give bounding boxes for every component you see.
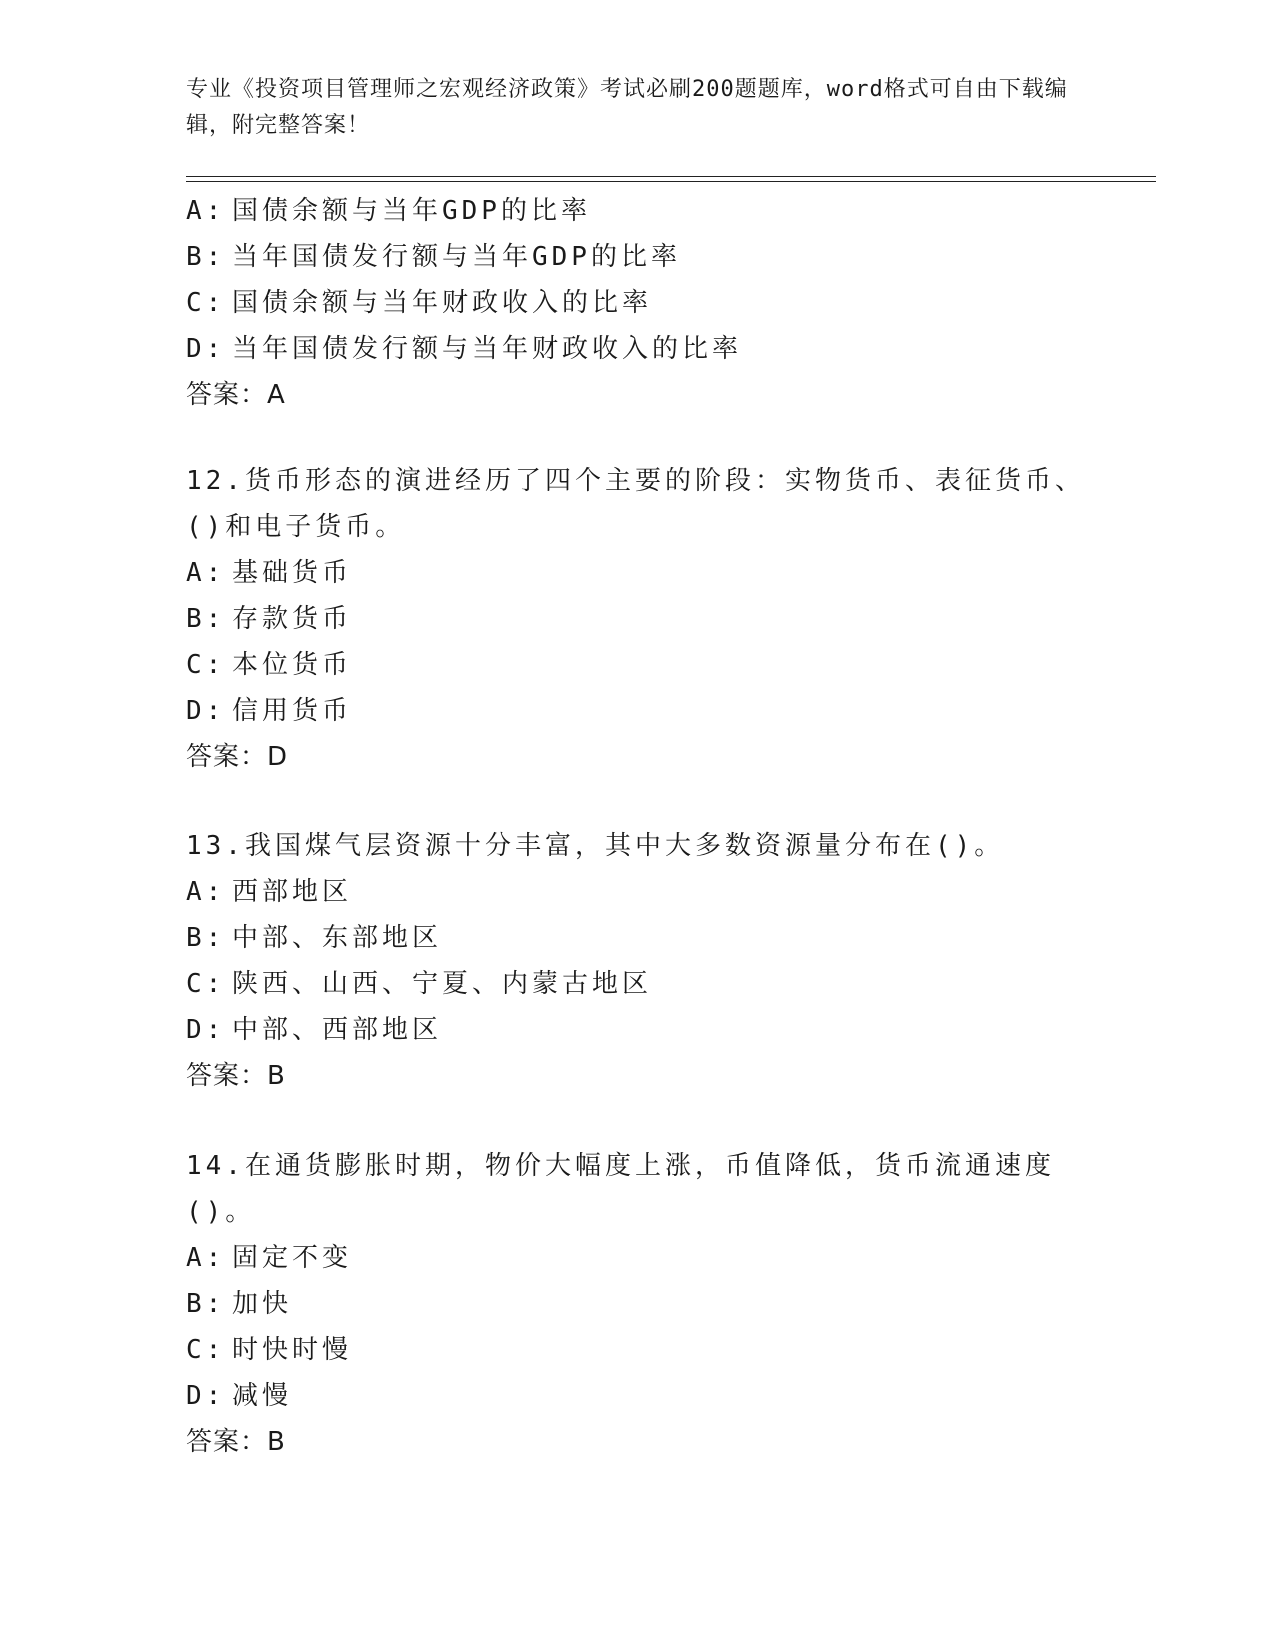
option-text: 本位货币: [232, 650, 353, 680]
question-text: 14.在通货膨胀时期，物价大幅度上涨，币值降低，货币流通速度()。: [186, 1151, 1055, 1227]
answer-line: 答案：A: [186, 380, 286, 410]
option-letter: A:: [186, 1243, 226, 1273]
option-b: [186, 596, 1086, 642]
option-text: 中部、西部地区: [232, 1015, 443, 1045]
option-letter: B:: [186, 242, 226, 272]
option-d: [186, 1373, 1086, 1419]
header-divider-top: [186, 176, 1156, 177]
option-c: [186, 280, 1146, 326]
header-divider-bottom: [186, 181, 1156, 182]
option-letter: D:: [186, 334, 226, 364]
option-letter: C:: [186, 650, 226, 680]
option-c: [186, 1327, 1086, 1373]
option-text: 西部地区: [232, 877, 353, 907]
option-c: [186, 642, 1086, 688]
option-letter: C:: [186, 1335, 226, 1365]
option-a: [186, 1235, 1086, 1281]
option-text: 信用货币: [232, 696, 353, 726]
answer-line: 答案：D: [186, 742, 289, 772]
answer-line: 答案：B: [186, 1061, 286, 1091]
option-a: [186, 550, 1086, 596]
option-b: [186, 915, 1086, 961]
option-text: 固定不变: [232, 1243, 353, 1273]
option-letter: D:: [186, 696, 226, 726]
option-d: [186, 688, 1086, 734]
option-letter: A:: [186, 877, 226, 907]
option-letter: B:: [186, 1289, 226, 1319]
option-letter: A:: [186, 196, 226, 226]
option-text: 国债余额与当年财政收入的比率: [232, 288, 653, 318]
option-letter: D:: [186, 1015, 226, 1045]
option-text: 国债余额与当年GDP的比率: [232, 196, 591, 226]
option-text: 时快时慢: [232, 1335, 353, 1365]
question-text: 13.我国煤气层资源十分丰富，其中大多数资源量分布在()。: [186, 831, 1005, 861]
option-b: [186, 234, 1146, 280]
previous-question-block: [186, 188, 1146, 418]
option-text: 减慢: [232, 1381, 293, 1411]
option-letter: B:: [186, 923, 226, 953]
question-14: [186, 1143, 1086, 1465]
option-letter: A:: [186, 558, 226, 588]
option-text: 当年国债发行额与当年财政收入的比率: [232, 334, 743, 364]
option-a: [186, 188, 1146, 234]
option-d: [186, 1007, 1086, 1053]
question-text: 12.货币形态的演进经历了四个主要的阶段：实物货币、表征货币、()和电子货币。: [186, 466, 1085, 542]
option-letter: C:: [186, 969, 226, 999]
option-text: 加快: [232, 1289, 293, 1319]
option-a: [186, 869, 1086, 915]
option-text: 当年国债发行额与当年GDP的比率: [232, 242, 681, 272]
option-letter: D:: [186, 1381, 226, 1411]
option-c: [186, 961, 1086, 1007]
answer-line: 答案：B: [186, 1427, 286, 1457]
option-text: 基础货币: [232, 558, 353, 588]
option-letter: B:: [186, 604, 226, 634]
option-d: [186, 326, 1146, 372]
option-text: 陕西、山西、宁夏、内蒙古地区: [232, 969, 653, 999]
option-text: 中部、东部地区: [232, 923, 443, 953]
question-13: [186, 823, 1086, 1099]
question-12: [186, 458, 1086, 780]
document-header: 专业《投资项目管理师之宏观经济政策》考试必刷200题题库，word格式可自由下载编辑，附完整答案！: [186, 77, 1068, 138]
option-letter: C:: [186, 288, 226, 318]
option-text: 存款货币: [232, 604, 353, 634]
option-b: [186, 1281, 1086, 1327]
